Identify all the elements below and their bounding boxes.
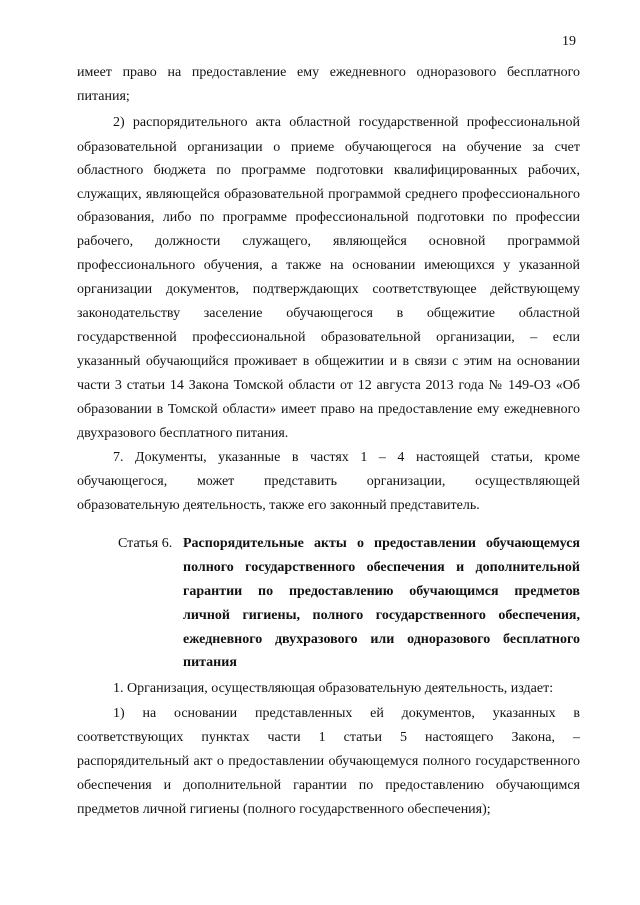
article-title-line: полного государственного обеспечения и дополнительной: [183, 560, 580, 575]
text-line: 7. Документы, указанные в частях 1 – 4 настоящей статьи, кроме: [113, 450, 580, 465]
text-line: законодательству заселение обучающегося в общежитие областной: [77, 306, 580, 321]
article-title-line: питания: [183, 655, 237, 670]
text-line: образования, либо по программе профессиональной подготовки по профессии: [77, 210, 580, 225]
text-line: обеспечения и дополнительной гарантии по предоставлению обучающимся: [77, 778, 580, 793]
article-label: Статья 6.: [118, 536, 173, 551]
text-line: указанный обучающийся проживает в общежитии и в связи с этим на основании: [77, 354, 580, 369]
text-line: организации документов, подтверждающих соответствующее действующему: [77, 282, 580, 297]
text-line: государственной профессиональной образовательной организации, – если: [77, 330, 580, 345]
text-line: имеет право на предоставление ему ежедневного одноразового бесплатного: [77, 65, 580, 80]
text-line: образовательной организации о приеме обучающегося на обучение за счет: [77, 140, 580, 155]
text-line: областного бюджета по программе подготовки квалифицированных рабочих,: [77, 163, 580, 178]
text-line: 2) распорядительного акта областной государственной профессиональной: [113, 115, 580, 130]
text-line: рабочего, должности служащего, являющейся основной программой: [77, 234, 580, 249]
text-line: образовании в Томской области» имеет право на предоставление ему ежедневного: [77, 402, 580, 417]
text-line: распорядительный акт о предоставлении обучающемуся полного государственного: [77, 754, 580, 769]
text-line: служащих, являющейся образовательной программой среднего профессионального: [77, 187, 580, 202]
text-line: 1. Организация, осуществляющая образовательную деятельность, издает:: [113, 681, 554, 696]
text-line: питания;: [77, 89, 130, 104]
text-line: обучающегося, может представить организации, осуществляющей: [77, 474, 580, 489]
text-line: двухразового бесплатного питания.: [77, 426, 289, 441]
page-number: 19: [562, 34, 576, 49]
text-line: части 3 статьи 14 Закона Томской области от 12 августа 2013 года № 149-ОЗ «Об: [77, 378, 580, 393]
article-title-line: Распорядительные акты о предоставлении обучающемуся: [183, 536, 580, 551]
article-title-line: гарантии по предоставлению обучающимся предметов: [183, 584, 580, 599]
text-line: соответствующих пунктах части 1 статьи 5 настоящего Закона, –: [77, 730, 580, 745]
text-line: 1) на основании представленных ей документов, указанных в: [113, 706, 580, 721]
article-title-line: ежедневного двухразового или одноразового бесплатного: [183, 632, 580, 647]
text-line: профессионального обучения, а также на основании имеющихся у указанной: [77, 258, 580, 273]
text-line: образовательную деятельность, также его законный представитель.: [77, 498, 480, 513]
text-line: предметов личной гигиены (полного государственного обеспечения);: [77, 802, 491, 817]
article-title-line: личной гигиены, полного государственного обеспечения,: [183, 608, 580, 623]
